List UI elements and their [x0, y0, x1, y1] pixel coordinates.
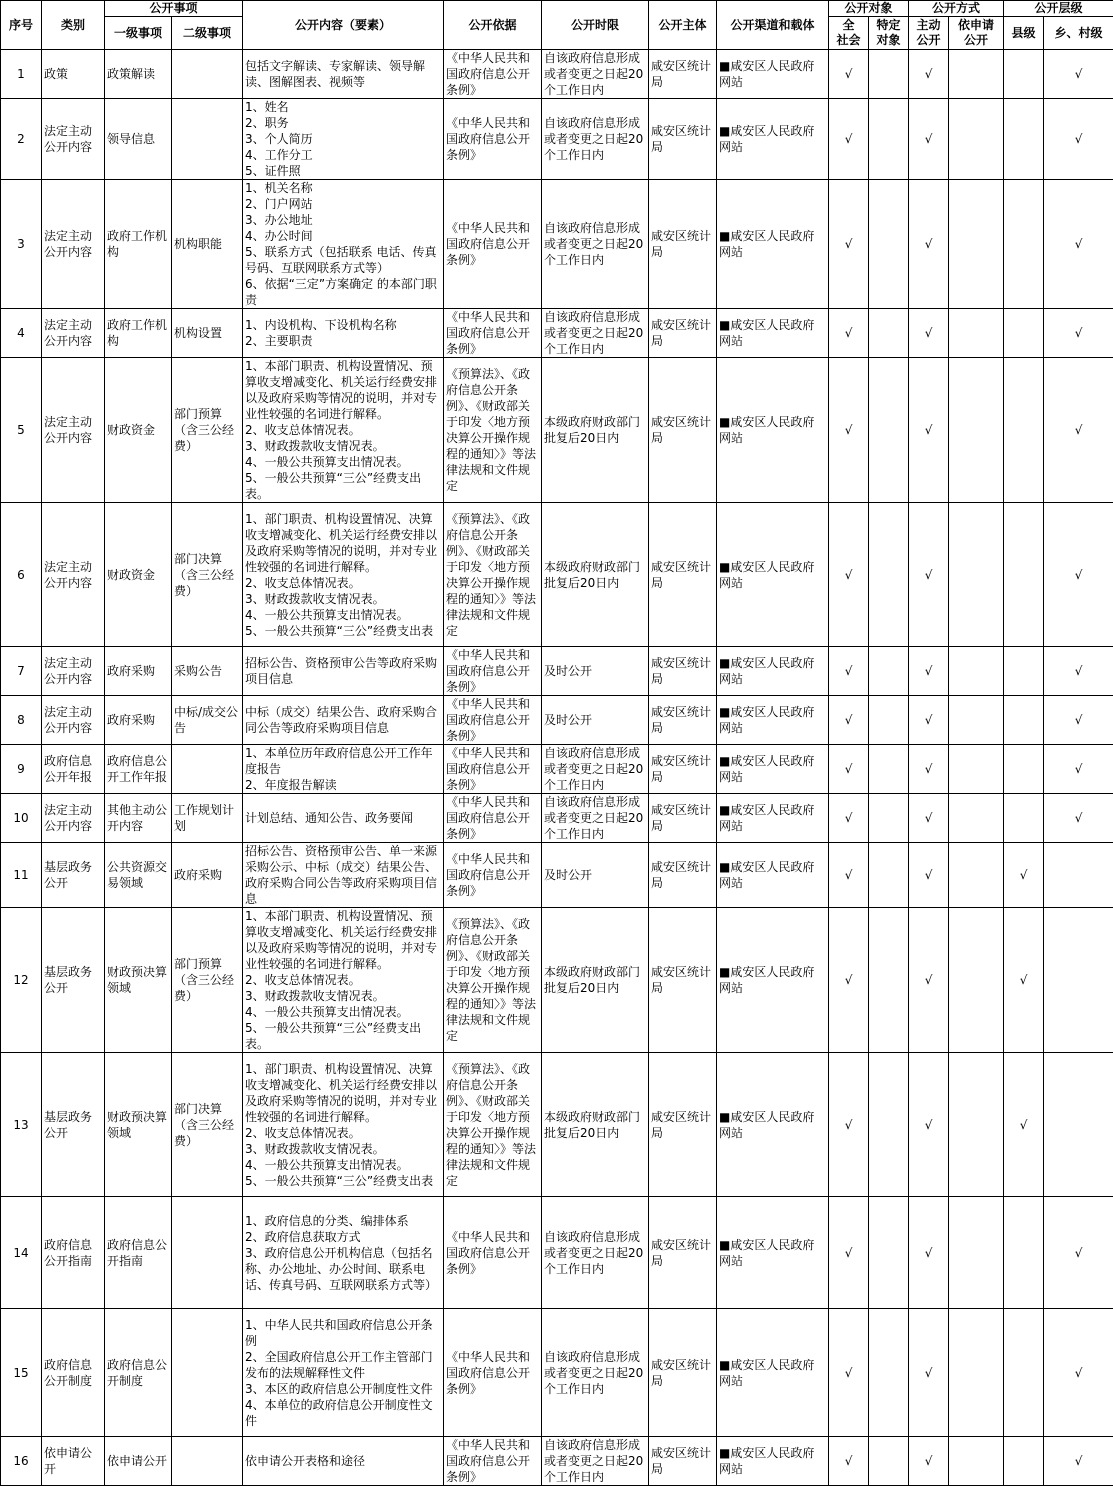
level1-cell: 政府采购 — [105, 647, 172, 696]
target-all-cell: √ — [829, 99, 869, 180]
layer-county-cell — [1004, 794, 1044, 843]
target-all-cell: √ — [829, 1437, 869, 1486]
basis-cell: 《中华人民共和国政府信息公开条例》 — [444, 1437, 542, 1486]
level2-cell — [172, 1437, 243, 1486]
subject-cell: 咸安区统计局 — [649, 503, 717, 647]
target-specific-cell — [869, 745, 909, 794]
basis-cell: 《预算法》、《政府信息公开条例》、《财政部关于印发〈地方预决算公开操作规程的通知〉》等法律法规和文件规定 — [444, 503, 542, 647]
layer-township-cell: √ — [1044, 309, 1113, 358]
channel-cell: ■咸安区人民政府网站 — [717, 647, 829, 696]
method-apply-cell — [949, 794, 1004, 843]
layer-county-cell — [1004, 180, 1044, 309]
table-row — [1, 503, 1113, 647]
level2-cell: 政府采购 — [172, 843, 243, 908]
method-active-cell: √ — [909, 745, 949, 794]
layer-county-cell: √ — [1004, 1053, 1044, 1197]
level2-cell: 机构职能 — [172, 180, 243, 309]
channel-cell: ■咸安区人民政府网站 — [717, 180, 829, 309]
category-cell: 政府信息公开制度 — [42, 1309, 105, 1437]
method-apply-cell — [949, 1309, 1004, 1437]
level2-cell — [172, 99, 243, 180]
time-limit-cell: 本级政府财政部门批复后20日内 — [542, 503, 649, 647]
target-all-cell: √ — [829, 309, 869, 358]
table-row — [1, 745, 1113, 794]
level1-cell: 财政预决算领域 — [105, 1053, 172, 1197]
content-cell: 1、内设机构、下设机构名称 2、主要职责 — [243, 309, 444, 358]
target-specific-cell — [869, 1197, 909, 1309]
seq-cell: 2 — [1, 99, 42, 180]
layer-township-cell: √ — [1044, 1437, 1113, 1486]
header-category: 类别 — [42, 1, 105, 50]
channel-cell: ■咸安区人民政府网站 — [717, 745, 829, 794]
method-apply-cell — [949, 309, 1004, 358]
method-active-cell: √ — [909, 180, 949, 309]
header-target-group: 公开对象 — [829, 1, 909, 17]
subject-cell: 咸安区统计局 — [649, 745, 717, 794]
header-target-specific: 特定 对象 — [869, 17, 909, 50]
category-cell: 法定主动公开内容 — [42, 696, 105, 745]
time-limit-cell: 自该政府信息形成或者变更之日起20个工作日内 — [542, 180, 649, 309]
table-row — [1, 1053, 1113, 1197]
target-specific-cell — [869, 180, 909, 309]
time-limit-cell: 本级政府财政部门批复后20日内 — [542, 358, 649, 503]
method-apply-cell — [949, 1197, 1004, 1309]
table-row — [1, 50, 1113, 99]
target-all-cell: √ — [829, 794, 869, 843]
header-method-active: 主动 公开 — [909, 17, 949, 50]
time-limit-cell: 本级政府财政部门批复后20日内 — [542, 908, 649, 1053]
target-specific-cell — [869, 1437, 909, 1486]
basis-cell: 《中华人民共和国政府信息公开条例》 — [444, 696, 542, 745]
method-active-cell: √ — [909, 50, 949, 99]
seq-cell: 14 — [1, 1197, 42, 1309]
table-row — [1, 794, 1113, 843]
target-all-cell: √ — [829, 180, 869, 309]
table-row — [1, 1309, 1113, 1437]
category-cell: 政府信息公开年报 — [42, 745, 105, 794]
time-limit-cell: 自该政府信息形成或者变更之日起20个工作日内 — [542, 309, 649, 358]
layer-county-cell — [1004, 358, 1044, 503]
target-specific-cell — [869, 843, 909, 908]
method-active-cell: √ — [909, 309, 949, 358]
level1-cell: 政府信息公开指南 — [105, 1197, 172, 1309]
content-cell: 1、姓名 2、职务 3、个人简历 4、工作分工 5、证件照 — [243, 99, 444, 180]
table-row — [1, 309, 1113, 358]
level2-cell: 部门决算（含三公经费） — [172, 1053, 243, 1197]
layer-township-cell: √ — [1044, 1197, 1113, 1309]
channel-cell: ■咸安区人民政府网站 — [717, 99, 829, 180]
content-cell: 1、本部门职责、机构设置情况、预算收支增减变化、机关运行经费安排以及政府采购等情况的说明，并对专业性较强的名词进行解释。 2、收支总体情况表。 3、财政拨款收支情况表。 4、一般公共预算支出情况表。 5、一般公共预算“三公”经费支出表。 — [243, 908, 444, 1053]
level1-cell: 政策解读 — [105, 50, 172, 99]
method-active-cell: √ — [909, 503, 949, 647]
channel-cell: ■咸安区人民政府网站 — [717, 696, 829, 745]
table-row — [1, 1197, 1113, 1309]
method-active-cell: √ — [909, 647, 949, 696]
subject-cell: 咸安区统计局 — [649, 1437, 717, 1486]
method-apply-cell — [949, 50, 1004, 99]
layer-township-cell: √ — [1044, 794, 1113, 843]
seq-cell: 16 — [1, 1437, 42, 1486]
target-specific-cell — [869, 794, 909, 843]
header-method-apply: 依申请 公开 — [949, 17, 1004, 50]
target-specific-cell — [869, 1053, 909, 1197]
layer-county-cell — [1004, 309, 1044, 358]
header-seq: 序号 — [1, 1, 42, 50]
category-cell: 基层政务公开 — [42, 1053, 105, 1197]
category-cell: 法定主动公开内容 — [42, 358, 105, 503]
basis-cell: 《预算法》、《政府信息公开条例》、《财政部关于印发〈地方预决算公开操作规程的通知〉》等法律法规和文件规定 — [444, 908, 542, 1053]
method-apply-cell — [949, 843, 1004, 908]
time-limit-cell: 自该政府信息形成或者变更之日起20个工作日内 — [542, 1309, 649, 1437]
subject-cell: 咸安区统计局 — [649, 696, 717, 745]
subject-cell: 咸安区统计局 — [649, 1309, 717, 1437]
level1-cell: 领导信息 — [105, 99, 172, 180]
layer-township-cell: √ — [1044, 50, 1113, 99]
level1-cell: 政府信息公开工作年报 — [105, 745, 172, 794]
seq-cell: 15 — [1, 1309, 42, 1437]
basis-cell: 《中华人民共和国政府信息公开条例》 — [444, 794, 542, 843]
target-specific-cell — [869, 99, 909, 180]
time-limit-cell: 及时公开 — [542, 696, 649, 745]
method-active-cell: √ — [909, 1053, 949, 1197]
method-active-cell: √ — [909, 1437, 949, 1486]
time-limit-cell: 自该政府信息形成或者变更之日起20个工作日内 — [542, 1437, 649, 1486]
target-specific-cell — [869, 50, 909, 99]
target-all-cell: √ — [829, 647, 869, 696]
channel-cell: ■咸安区人民政府网站 — [717, 794, 829, 843]
basis-cell: 《中华人民共和国政府信息公开条例》 — [444, 843, 542, 908]
content-cell: 1、部门职责、机构设置情况、决算收支增减变化、机关运行经费安排以及政府采购等情况的说明，并对专业性较强的名词进行解释。 2、收支总体情况表。 3、财政拨款收支情况表。 4、一般公共预算支出情况表。 5、一般公共预算“三公”经费支出表 — [243, 1053, 444, 1197]
layer-township-cell: √ — [1044, 358, 1113, 503]
method-apply-cell — [949, 503, 1004, 647]
seq-cell: 13 — [1, 1053, 42, 1197]
method-active-cell: √ — [909, 843, 949, 908]
layer-township-cell — [1044, 843, 1113, 908]
table-row — [1, 647, 1113, 696]
target-all-cell: √ — [829, 503, 869, 647]
seq-cell: 3 — [1, 180, 42, 309]
level1-cell: 财政资金 — [105, 503, 172, 647]
time-limit-cell: 自该政府信息形成或者变更之日起20个工作日内 — [542, 745, 649, 794]
method-active-cell: √ — [909, 908, 949, 1053]
target-all-cell: √ — [829, 1053, 869, 1197]
target-all-cell: √ — [829, 696, 869, 745]
channel-cell: ■咸安区人民政府网站 — [717, 1309, 829, 1437]
table-row — [1, 843, 1113, 908]
level1-cell: 依申请公开 — [105, 1437, 172, 1486]
content-cell: 1、本单位历年政府信息公开工作年度报告 2、年度报告解读 — [243, 745, 444, 794]
header-level1: 一级事项 — [105, 17, 172, 50]
table-row — [1, 696, 1113, 745]
time-limit-cell: 及时公开 — [542, 843, 649, 908]
layer-township-cell — [1044, 1053, 1113, 1197]
time-limit-cell: 及时公开 — [542, 647, 649, 696]
subject-cell: 咸安区统计局 — [649, 908, 717, 1053]
target-all-cell: √ — [829, 1309, 869, 1437]
level2-cell: 机构设置 — [172, 309, 243, 358]
header-layer-group: 公开层级 — [1004, 1, 1113, 17]
table-row — [1, 99, 1113, 180]
layer-township-cell: √ — [1044, 647, 1113, 696]
seq-cell: 1 — [1, 50, 42, 99]
content-cell: 包括文字解读、专家解读、领导解读、图解图表、视频等 — [243, 50, 444, 99]
level1-cell: 其他主动公开内容 — [105, 794, 172, 843]
level2-cell — [172, 745, 243, 794]
category-cell: 法定主动公开内容 — [42, 647, 105, 696]
seq-cell: 6 — [1, 503, 42, 647]
header-level2: 二级事项 — [172, 17, 243, 50]
basis-cell: 《中华人民共和国政府信息公开条例》 — [444, 1309, 542, 1437]
header-content: 公开内容（要素） — [243, 1, 444, 50]
layer-township-cell: √ — [1044, 503, 1113, 647]
method-apply-cell — [949, 358, 1004, 503]
channel-cell: ■咸安区人民政府网站 — [717, 908, 829, 1053]
content-cell: 1、本部门职责、机构设置情况、预算收支增减变化、机关运行经费安排以及政府采购等情况的说明，并对专业性较强的名词进行解释。 2、收支总体情况表。 3、财政拨款收支情况表。 4、一般公共预算支出情况表。 5、一般公共预算“三公”经费支出表。 — [243, 358, 444, 503]
level1-cell: 政府工作机构 — [105, 180, 172, 309]
header-subject: 公开主体 — [649, 1, 717, 50]
basis-cell: 《中华人民共和国政府信息公开条例》 — [444, 1197, 542, 1309]
category-cell: 法定主动公开内容 — [42, 503, 105, 647]
target-specific-cell — [869, 908, 909, 1053]
target-specific-cell — [869, 647, 909, 696]
layer-township-cell: √ — [1044, 696, 1113, 745]
target-specific-cell — [869, 696, 909, 745]
basis-cell: 《中华人民共和国政府信息公开条例》 — [444, 50, 542, 99]
channel-cell: ■咸安区人民政府网站 — [717, 1053, 829, 1197]
channel-cell: ■咸安区人民政府网站 — [717, 50, 829, 99]
method-apply-cell — [949, 1437, 1004, 1486]
layer-county-cell: √ — [1004, 908, 1044, 1053]
target-all-cell: √ — [829, 1197, 869, 1309]
content-cell: 计划总结、通知公告、政务要闻 — [243, 794, 444, 843]
category-cell: 政府信息公开指南 — [42, 1197, 105, 1309]
method-apply-cell — [949, 908, 1004, 1053]
subject-cell: 咸安区统计局 — [649, 794, 717, 843]
subject-cell: 咸安区统计局 — [649, 1053, 717, 1197]
seq-cell: 11 — [1, 843, 42, 908]
seq-cell: 4 — [1, 309, 42, 358]
method-active-cell: √ — [909, 1197, 949, 1309]
level1-cell: 政府工作机构 — [105, 309, 172, 358]
header-method-group: 公开方式 — [909, 1, 1004, 17]
subject-cell: 咸安区统计局 — [649, 309, 717, 358]
basis-cell: 《中华人民共和国政府信息公开条例》 — [444, 309, 542, 358]
layer-township-cell — [1044, 908, 1113, 1053]
method-apply-cell — [949, 1053, 1004, 1197]
subject-cell: 咸安区统计局 — [649, 180, 717, 309]
content-cell: 招标公告、资格预审公告、单一来源采购公示、中标（成交）结果公告、政府采购合同公告等政府采购项目信息 — [243, 843, 444, 908]
level2-cell — [172, 50, 243, 99]
target-all-cell: √ — [829, 745, 869, 794]
content-cell: 1、部门职责、机构设置情况、决算收支增减变化、机关运行经费安排以及政府采购等情况的说明，并对专业性较强的名词进行解释。 2、收支总体情况表。 3、财政拨款收支情况表。 4、一般公共预算支出情况表。 5、一般公共预算“三公”经费支出表 — [243, 503, 444, 647]
method-apply-cell — [949, 647, 1004, 696]
level2-cell: 中标/成交公告 — [172, 696, 243, 745]
content-cell: 依申请公开表格和途径 — [243, 1437, 444, 1486]
layer-township-cell: √ — [1044, 180, 1113, 309]
category-cell: 法定主动公开内容 — [42, 180, 105, 309]
layer-county-cell — [1004, 647, 1044, 696]
channel-cell: ■咸安区人民政府网站 — [717, 843, 829, 908]
method-apply-cell — [949, 696, 1004, 745]
basis-cell: 《预算法》、《政府信息公开条例》、《财政部关于印发〈地方预决算公开操作规程的通知〉》等法律法规和文件规定 — [444, 1053, 542, 1197]
table-row — [1, 358, 1113, 503]
level1-cell: 公共资源交易领域 — [105, 843, 172, 908]
time-limit-cell: 自该政府信息形成或者变更之日起20个工作日内 — [542, 1197, 649, 1309]
layer-county-cell — [1004, 1437, 1044, 1486]
time-limit-cell: 自该政府信息形成或者变更之日起20个工作日内 — [542, 50, 649, 99]
seq-cell: 12 — [1, 908, 42, 1053]
target-all-cell: √ — [829, 50, 869, 99]
basis-cell: 《中华人民共和国政府信息公开条例》 — [444, 647, 542, 696]
method-active-cell: √ — [909, 696, 949, 745]
content-cell: 中标（成交）结果公告、政府采购合同公告等政府采购项目信息 — [243, 696, 444, 745]
level2-cell: 部门决算（含三公经费） — [172, 503, 243, 647]
header-layer-township: 乡、村级 — [1044, 17, 1113, 50]
category-cell: 依申请公开 — [42, 1437, 105, 1486]
level2-cell: 部门预算（含三公经费） — [172, 908, 243, 1053]
header-target-all: 全 社会 — [829, 17, 869, 50]
layer-county-cell — [1004, 50, 1044, 99]
layer-county-cell — [1004, 745, 1044, 794]
target-all-cell: √ — [829, 358, 869, 503]
level2-cell — [172, 1309, 243, 1437]
subject-cell: 咸安区统计局 — [649, 647, 717, 696]
method-active-cell: √ — [909, 99, 949, 180]
basis-cell: 《中华人民共和国政府信息公开条例》 — [444, 180, 542, 309]
method-active-cell: √ — [909, 794, 949, 843]
target-specific-cell — [869, 1309, 909, 1437]
level1-cell: 政府信息公开制度 — [105, 1309, 172, 1437]
channel-cell: ■咸安区人民政府网站 — [717, 309, 829, 358]
method-apply-cell — [949, 99, 1004, 180]
target-specific-cell — [869, 358, 909, 503]
layer-county-cell — [1004, 1197, 1044, 1309]
category-cell: 基层政务公开 — [42, 908, 105, 1053]
content-cell: 招标公告、资格预审公告等政府采购项目信息 — [243, 647, 444, 696]
method-apply-cell — [949, 745, 1004, 794]
category-cell: 法定主动公开内容 — [42, 99, 105, 180]
category-cell: 法定主动公开内容 — [42, 794, 105, 843]
layer-county-cell — [1004, 503, 1044, 647]
basis-cell: 《中华人民共和国政府信息公开条例》 — [444, 745, 542, 794]
level1-cell: 政府采购 — [105, 696, 172, 745]
content-cell: 1、政府信息的分类、编排体系 2、政府信息获取方式 3、政府信息公开机构信息（包括名称、办公地址、办公时间、联系电话、传真号码、互联网联系方式等） — [243, 1197, 444, 1309]
header-items-group: 公开事项 — [105, 1, 243, 17]
layer-township-cell: √ — [1044, 1309, 1113, 1437]
channel-cell: ■咸安区人民政府网站 — [717, 503, 829, 647]
header-time-limit: 公开时限 — [542, 1, 649, 50]
target-all-cell: √ — [829, 908, 869, 1053]
table-row — [1, 908, 1113, 1053]
time-limit-cell: 本级政府财政部门批复后20日内 — [542, 1053, 649, 1197]
target-all-cell: √ — [829, 843, 869, 908]
category-cell: 法定主动公开内容 — [42, 309, 105, 358]
layer-county-cell: √ — [1004, 843, 1044, 908]
channel-cell: ■咸安区人民政府网站 — [717, 358, 829, 503]
header-channel: 公开渠道和载体 — [717, 1, 829, 50]
content-cell: 1、机关名称 2、门户网站 3、办公地址 4、办公时间 5、联系方式（包括联系 电话、传真号码、互联网联系方式等） 6、依据“三定”方案确定 的本部门职责 — [243, 180, 444, 309]
channel-cell: ■咸安区人民政府网站 — [717, 1197, 829, 1309]
target-specific-cell — [869, 309, 909, 358]
header-basis: 公开依据 — [444, 1, 542, 50]
level2-cell: 工作规划计划 — [172, 794, 243, 843]
seq-cell: 5 — [1, 358, 42, 503]
time-limit-cell: 自该政府信息形成或者变更之日起20个工作日内 — [542, 99, 649, 180]
layer-township-cell: √ — [1044, 745, 1113, 794]
level2-cell — [172, 1197, 243, 1309]
time-limit-cell: 自该政府信息形成或者变更之日起20个工作日内 — [542, 794, 649, 843]
layer-county-cell — [1004, 99, 1044, 180]
table-row — [1, 180, 1113, 309]
seq-cell: 10 — [1, 794, 42, 843]
layer-county-cell — [1004, 696, 1044, 745]
table-row — [1, 1437, 1113, 1486]
subject-cell: 咸安区统计局 — [649, 1197, 717, 1309]
table-body — [1, 50, 1113, 1486]
subject-cell: 咸安区统计局 — [649, 358, 717, 503]
content-cell: 1、中华人民共和国政府信息公开条例 2、全国政府信息公开工作主管部门发布的法规解释性文件 3、本区的政府信息公开制度性文件 4、本单位的政府信息公开制度性文件 — [243, 1309, 444, 1437]
subject-cell: 咸安区统计局 — [649, 843, 717, 908]
seq-cell: 8 — [1, 696, 42, 745]
layer-township-cell: √ — [1044, 99, 1113, 180]
method-apply-cell — [949, 180, 1004, 309]
level2-cell: 采购公告 — [172, 647, 243, 696]
basis-cell: 《中华人民共和国政府信息公开条例》 — [444, 99, 542, 180]
method-active-cell: √ — [909, 358, 949, 503]
seq-cell: 9 — [1, 745, 42, 794]
method-active-cell: √ — [909, 1309, 949, 1437]
channel-cell: ■咸安区人民政府网站 — [717, 1437, 829, 1486]
level2-cell: 部门预算（含三公经费） — [172, 358, 243, 503]
subject-cell: 咸安区统计局 — [649, 99, 717, 180]
level1-cell: 财政预决算领域 — [105, 908, 172, 1053]
category-cell: 政策 — [42, 50, 105, 99]
target-specific-cell — [869, 503, 909, 647]
level1-cell: 财政资金 — [105, 358, 172, 503]
layer-county-cell — [1004, 1309, 1044, 1437]
basis-cell: 《预算法》、《政府信息公开条例》、《财政部关于印发〈地方预决算公开操作规程的通知〉》等法律法规和文件规定 — [444, 358, 542, 503]
subject-cell: 咸安区统计局 — [649, 50, 717, 99]
category-cell: 基层政务公开 — [42, 843, 105, 908]
seq-cell: 7 — [1, 647, 42, 696]
header-layer-county: 县级 — [1004, 17, 1044, 50]
